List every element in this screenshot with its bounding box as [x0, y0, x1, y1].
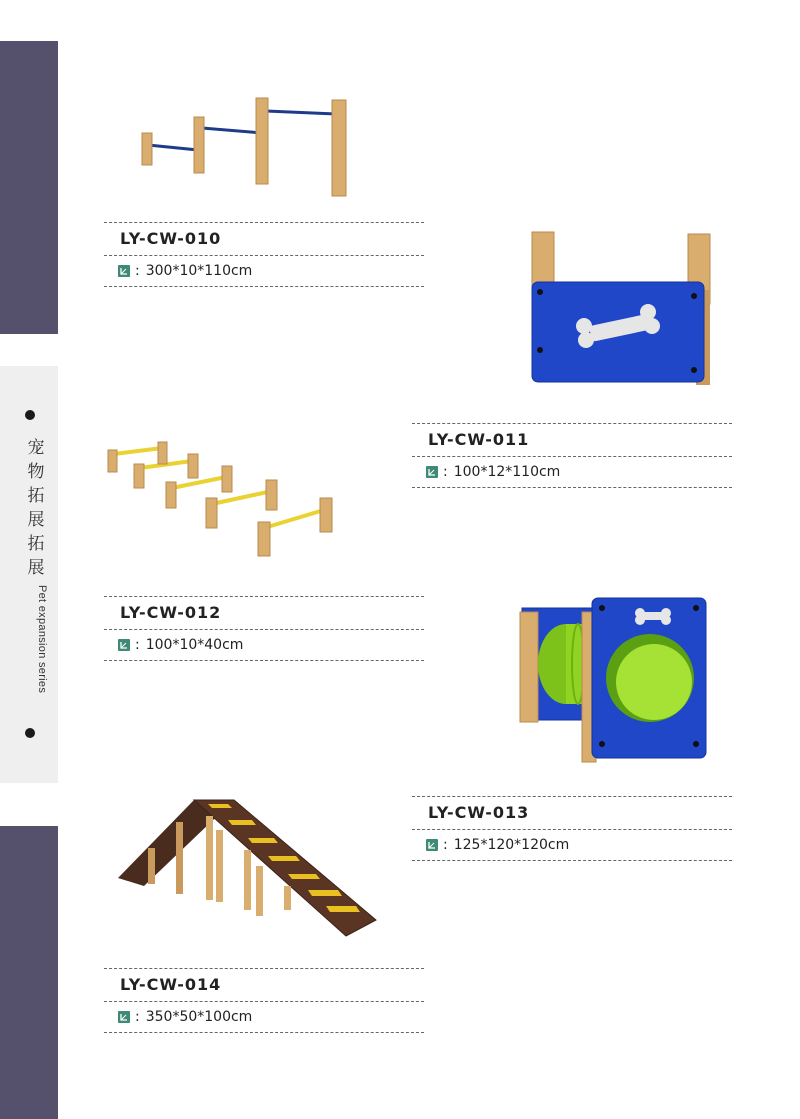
dimension-separator: :: [135, 637, 140, 653]
dimension-separator: :: [135, 263, 140, 279]
sidebar-title-en: Pet expansion series: [36, 585, 48, 694]
product-image-ly-cw-014: [110, 790, 382, 940]
sidebar-top-block: [0, 41, 58, 334]
product-dimensions-row: [104, 1002, 424, 1032]
product-code: LY-CW-013: [428, 803, 530, 822]
product-code: LY-CW-010: [120, 229, 222, 248]
divider-line: [104, 1032, 424, 1033]
product-size: 125*120*120cm: [453, 837, 570, 853]
product-code: LY-CW-014: [120, 975, 222, 994]
product-code: LY-CW-011: [428, 430, 530, 449]
dimension-icon: [426, 466, 438, 478]
dimension-separator: :: [135, 1009, 140, 1025]
sidebar-dot-top: [25, 410, 35, 420]
dimension-icon: [426, 839, 438, 851]
dimension-icon: [118, 265, 130, 277]
product-size: 350*50*100cm: [145, 1009, 253, 1025]
divider-line: [412, 487, 732, 488]
product-code: LY-CW-012: [120, 603, 222, 622]
product-block: [104, 968, 424, 1033]
product-dimensions-row: [412, 830, 732, 860]
product-dimensions-row: [104, 630, 424, 660]
product-block: [104, 222, 424, 287]
product-image-ly-cw-011: [528, 230, 718, 390]
divider-line: [104, 286, 424, 287]
product-size: 300*10*110cm: [145, 263, 253, 279]
product-size: 100*12*110cm: [453, 464, 561, 480]
dimension-icon: [118, 1011, 130, 1023]
product-image-ly-cw-013: [516, 594, 712, 766]
dimension-separator: :: [443, 464, 448, 480]
product-dimensions-row: [104, 256, 424, 286]
product-dimensions-row: [412, 457, 732, 487]
product-image-ly-cw-012: [100, 436, 340, 562]
divider-line: [412, 860, 732, 861]
dimension-icon: [118, 639, 130, 651]
product-size: 100*10*40cm: [145, 637, 244, 653]
product-block: [412, 796, 732, 861]
sidebar-title-cn: 宠物拓展拓展: [27, 438, 45, 578]
product-block: [412, 423, 732, 488]
divider-line: [104, 660, 424, 661]
dimension-separator: :: [443, 837, 448, 853]
product-image-ly-cw-010: [130, 90, 360, 200]
product-block: [104, 596, 424, 661]
sidebar-dot-bottom: [25, 728, 35, 738]
sidebar-bottom-block: [0, 826, 58, 1119]
